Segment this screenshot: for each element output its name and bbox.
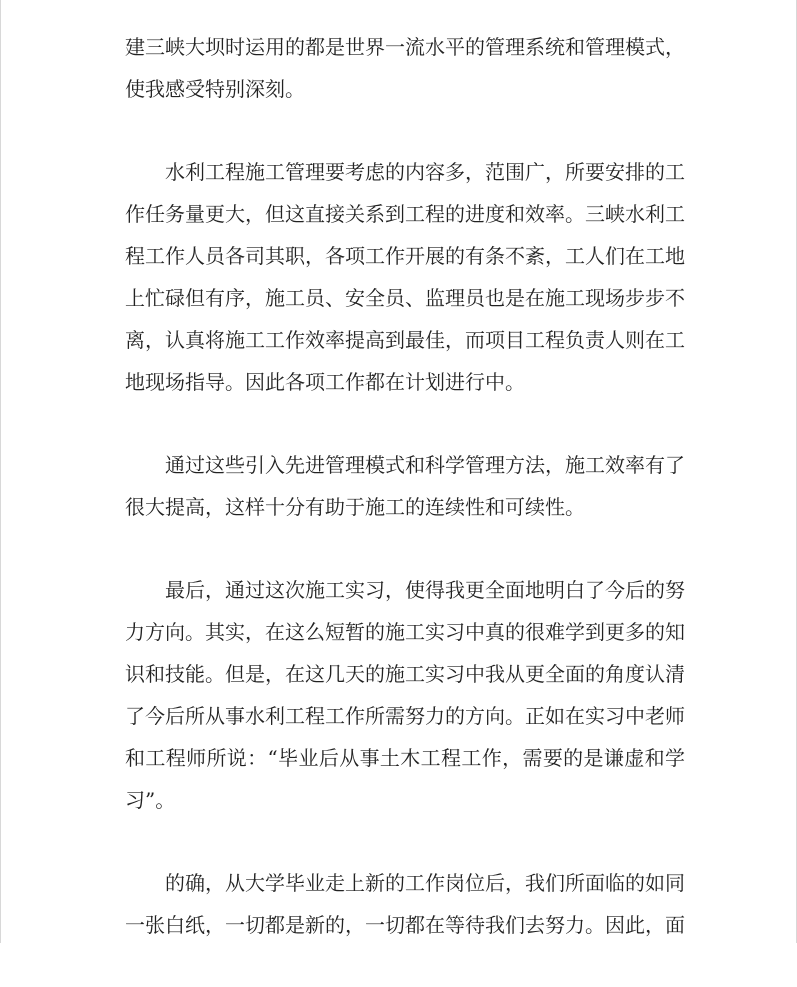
- document-body: [125, 26, 685, 987]
- paragraph-4: 最后，通过这次施工实习，使得我更全面地明白了今后的努力方向。其实，在这么短暂的施工实习中真的很难学到更多的知识和技能。但是，在这几天的施工实习中我从更全面的角度认清了今后所从事水利工程工作所需努力的方向。正如在实习中老师和工程师所说：“毕业后从事土木工程工作，需要的是谦虚和学习”。: [125, 578, 685, 812]
- paragraph-2: 水利工程施工管理要考虑的内容多，范围广，所要安排的工作任务量更大，但这直接关系到工程的进度和效率。三峡水利工程工作人员各司其职，各项工作开展的有条不紊，工人们在工地上忙碌但有序，施工员、安全员、监理员也是在施工现场步步不离，认真将施工工作效率提高到最佳，而项目工程负责人则在工地现场指导。因此各项工作都在计划进行中。: [125, 160, 685, 394]
- paragraph-5: 的确，从大学毕业走上新的工作岗位后，我们所面临的如同一张白纸，一切都是新的，一切都在等待我们去努力。因此，面: [125, 871, 685, 937]
- paragraph-1: 建三峡大坝时运用的都是世界一流水平的管理系统和管理模式，使我感受特别深刻。: [125, 35, 685, 101]
- paragraph-3: 通过这些引入先进管理模式和科学管理方法，施工效率有了很大提高，这样十分有助于施工的连续性和可续性。: [125, 453, 685, 519]
